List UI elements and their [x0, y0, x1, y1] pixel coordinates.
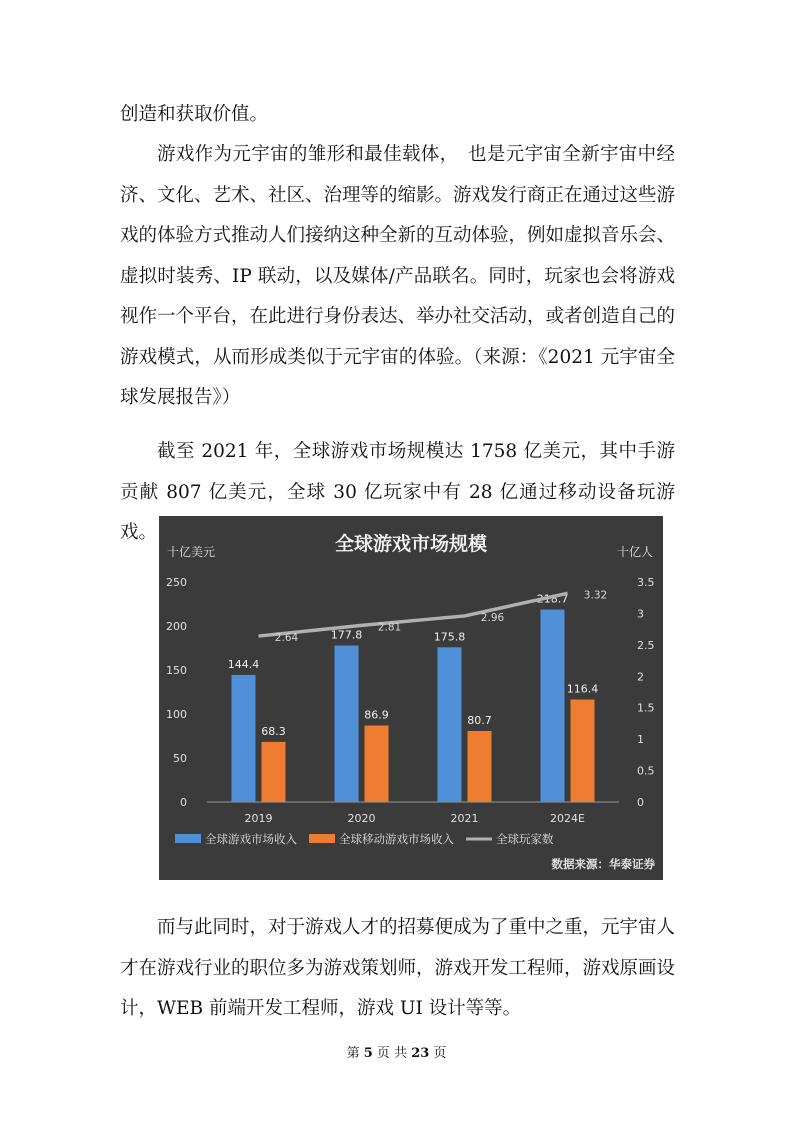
- y2-tick-label: 0.5: [637, 764, 655, 778]
- bar-data-label: 116.4: [566, 682, 599, 696]
- footer-page-number: 5: [363, 1046, 373, 1061]
- y2-tick-label: 1.5: [637, 701, 655, 715]
- y2-axis-label: 十亿人: [616, 545, 653, 559]
- paragraph-intro-tail: 创造和获取价值。: [120, 104, 269, 125]
- footer-suffix: 页: [433, 1046, 447, 1061]
- bar-data-label: 177.8: [330, 628, 363, 642]
- footer-middle: 页 共: [376, 1046, 408, 1061]
- bar-data-label: 80.7: [467, 713, 492, 727]
- x-tick-label: 2020: [347, 812, 376, 825]
- legend-mobile-revenue-swatch: [309, 834, 335, 843]
- y2-tick-label: 2.5: [637, 638, 655, 652]
- bar-data-label: 144.4: [227, 657, 260, 671]
- bar-total-revenue: [335, 646, 359, 802]
- market-chart: [159, 516, 663, 880]
- y2-tick-label: 3: [637, 607, 644, 621]
- line-data-label: 2.96: [480, 611, 505, 624]
- line-data-label: 2.64: [274, 632, 299, 645]
- bar-data-label: 218.7: [536, 592, 569, 606]
- bar-mobile-revenue: [468, 731, 492, 802]
- y-tick-label: 200: [166, 620, 187, 633]
- bar-mobile-revenue: [365, 726, 389, 802]
- legend-total-revenue: 全球游戏市场收入: [205, 832, 297, 846]
- x-tick-label: 2024E: [550, 812, 585, 825]
- footer-total-pages: 23: [411, 1046, 430, 1061]
- y-tick-label: 100: [166, 708, 187, 721]
- y2-tick-label: 3.5: [637, 576, 655, 589]
- bar-data-label: 86.9: [364, 708, 389, 722]
- paragraph-talent: 而与此同时，对于游戏人才的招募便成为了重中之重，元宇宙人才在游戏行业的职位多为游戏策划师，游戏开发工程师，游戏原画设计，WEB 前端开发工程师，游戏 UI 设计等等。: [120, 917, 676, 1019]
- x-tick-label: 2019: [244, 812, 273, 825]
- page-footer: [0, 1042, 793, 1061]
- legend-total-revenue-swatch: [175, 834, 201, 843]
- y2-tick-label: 0: [637, 796, 644, 809]
- chart-source: 数据来源：华泰证券: [551, 857, 655, 871]
- market-chart-svg: [159, 516, 663, 880]
- y-tick-label: 50: [173, 752, 187, 765]
- paragraph-market-size: 截至 2021 年，全球游戏市场规模达 1758 亿美元，其中手游贡献 807 亿美元，全球 30 亿玩家中有 28 亿通过移动设备玩游戏。: [120, 441, 675, 543]
- bar-mobile-revenue: [262, 742, 286, 802]
- bar-total-revenue: [232, 675, 256, 802]
- line-data-label: 2.81: [377, 621, 402, 634]
- bar-data-label: 175.8: [433, 630, 466, 644]
- y-tick-label: 150: [166, 664, 187, 677]
- y-axis-label: 十亿美元: [167, 545, 216, 559]
- bar-total-revenue: [438, 647, 462, 802]
- legend-mobile-revenue: 全球移动游戏市场收入: [339, 832, 454, 846]
- line-data-label: 3.32: [583, 589, 608, 602]
- paragraph-game-metaverse: 游戏作为元宇宙的雏形和最佳载体， 也是元宇宙全新宇宙中经济、文化、艺术、社区、治理等的缩影。游戏发行商正在通过这些游戏的体验方式推动人们接纳这种全新的互动体验，例如虚拟音乐会、虚拟时装秀、IP 联动，以及媒体/产品联名。同时，玩家也会将游戏视作一个平台，在此进行身份表达、举办社交活动，或者创造自己的游戏模式，从而形成类似于元宇宙的体验。（来源：《2021 元宇宙全球发展报告》）: [120, 144, 676, 408]
- x-tick-label: 2021: [450, 812, 479, 825]
- bar-mobile-revenue: [571, 700, 595, 802]
- bar-data-label: 68.3: [261, 724, 286, 738]
- y2-tick-label: 2: [637, 670, 644, 684]
- bar-total-revenue: [541, 610, 565, 802]
- y2-tick-label: 1: [637, 733, 644, 747]
- footer-prefix: 第: [346, 1046, 360, 1061]
- y-tick-label: 0: [180, 796, 187, 809]
- chart-title: 全球游戏市场规模: [334, 533, 488, 555]
- y-tick-label: 250: [166, 576, 187, 589]
- legend-players: 全球玩家数: [496, 832, 554, 846]
